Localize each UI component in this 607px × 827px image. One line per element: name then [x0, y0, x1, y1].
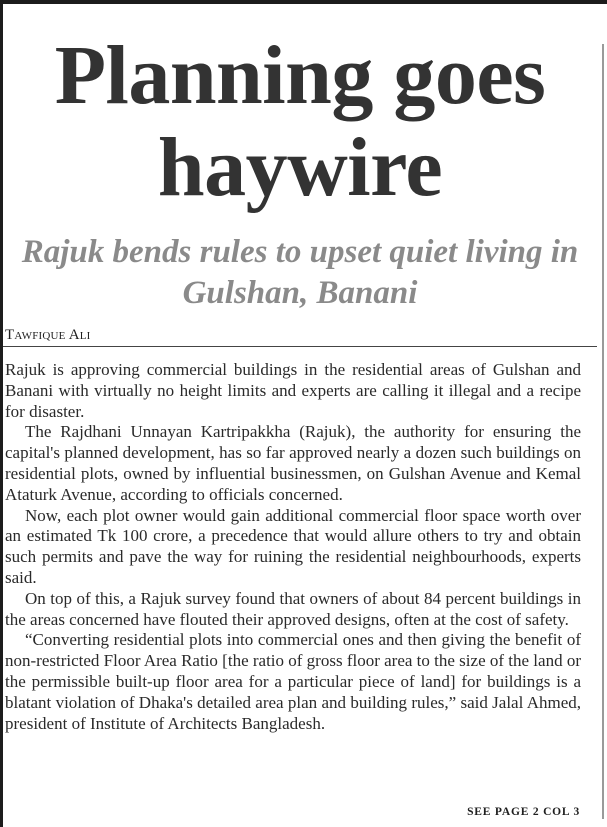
article-body [5, 360, 581, 734]
right-column-rule [602, 44, 604, 819]
top-border-rule [0, 0, 607, 4]
headline: Planning goes haywire [54, 29, 546, 214]
left-border-rule [0, 0, 3, 827]
subheadline: Rajuk bends rules to upset quiet living in Gulshan, Banani [21, 234, 579, 311]
byline-divider [3, 346, 597, 347]
paragraph: Now, each plot owner would gain additional commercial floor space worth over an estimated Tk 100 crore, a precedence that would allure others to try and obtain such permits and pave the way for ruining the residential neighbourhoods, experts said. [5, 505, 581, 587]
paragraph: The Rajdhani Unnayan Kartripakkha (Rajuk), the authority for ensuring the capital's planned development, has so far approved nearly a dozen such buildings on residential plots, owned by influential businessmen, on Gulshan Avenue and Kemal Ataturk Avenue, according to officials concerned. [5, 422, 581, 504]
byline: Tawfique Ali [5, 327, 91, 343]
continued-on-page-link[interactable]: SEE PAGE 2 COL 3 [467, 806, 580, 818]
paragraph: On top of this, a Rajuk survey found that owners of about 84 percent buildings in the areas concerned have flouted their approved designs, often at the cost of safety. [5, 588, 581, 629]
paragraph: Rajuk is approving commercial buildings in the residential areas of Gulshan and Banani with virtually no height limits and experts are calling it illegal and a recipe for disaster. [5, 360, 581, 421]
paragraph: “Converting residential plots into commercial ones and then giving the benefit of non-restricted Floor Area Ratio [the ratio of gross floor area to the size of the land or the permissible built-up floor area for a particular piece of land] for buildings is a blatant violation of Dhaka's detailed area plan and building rules,” said Jalal Ahmed, president of Institute of Architects Bangladesh. [5, 630, 581, 733]
